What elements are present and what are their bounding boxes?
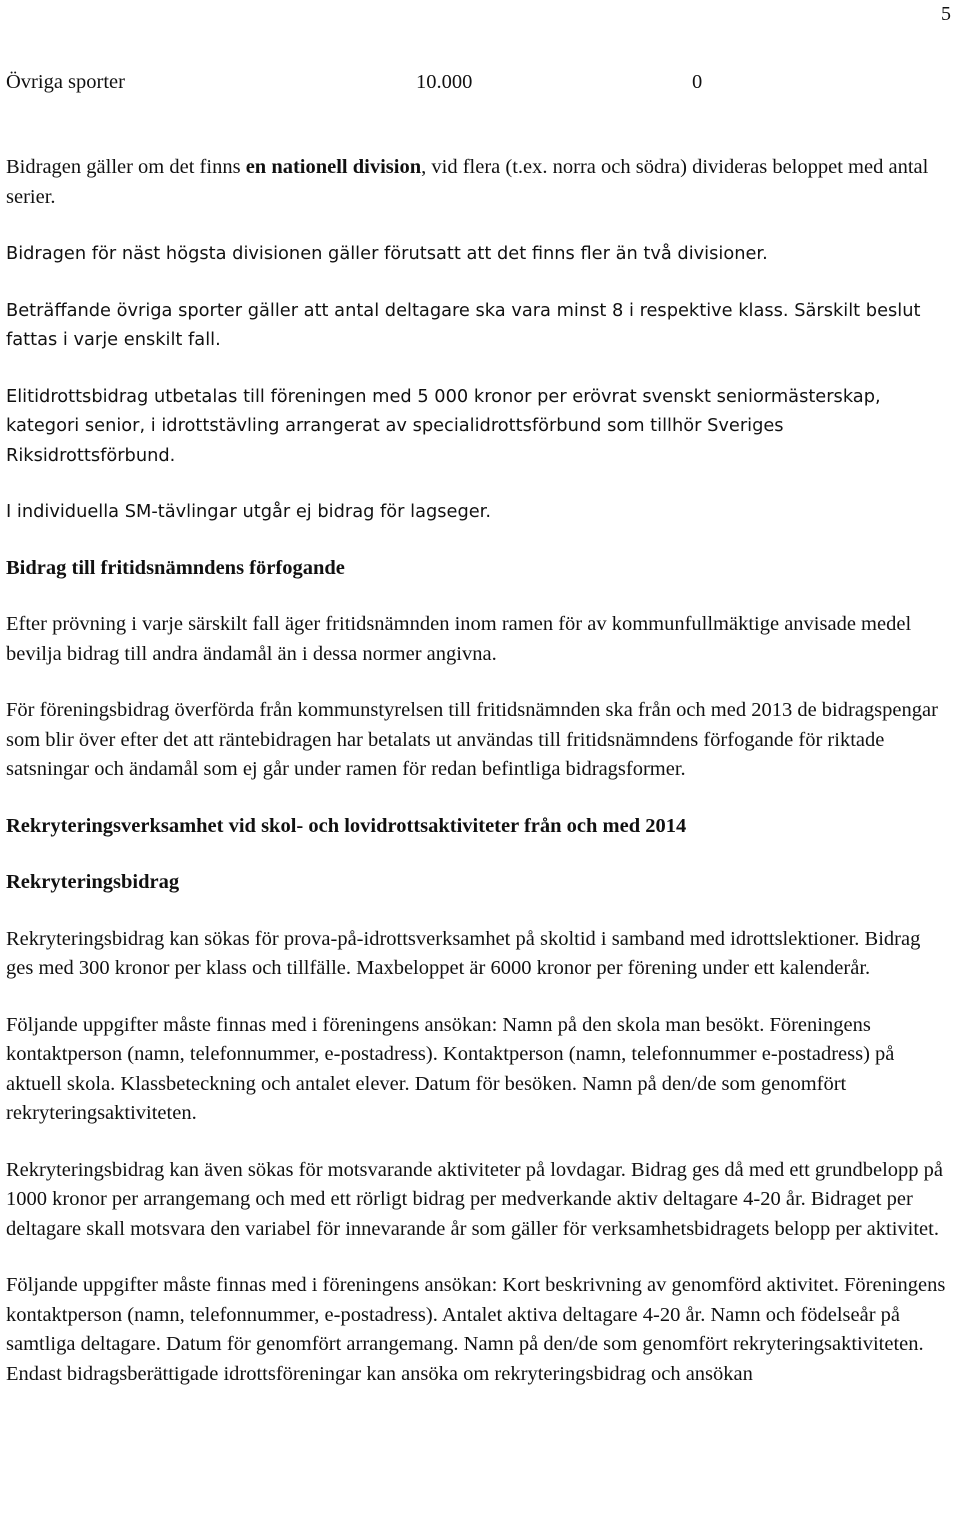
paragraph-individual-sm: I individuella SM-tävlingar utgår ej bidrag för lagseger. — [6, 501, 492, 522]
paragraph-required-info-holiday: Följande uppgifter måste finnas med i föreningens ansökan: Kort beskrivning av genomförd aktivitet. Föreningens kontaktperson (namn, telefonnummer, e-postadress). Antalet aktiva deltagare 4-20 år. Namn och födelseår på samtliga deltagare. Datum för genomfört arrangemang. Namn på den/de som genomfört rekryteringsaktiviteten. — [6, 1274, 946, 1355]
paragraph-review: Efter prövning i varje särskilt fall äger fritidsnämnden inom ramen för av kommunfullmäktige anvisade medel bevilja bidrag till andra ändamål än i dessa normer angivna. — [6, 613, 912, 665]
paragraph-required-info-school: Följande uppgifter måste finnas med i föreningens ansökan: Namn på den skola man besökt. Föreningens kontaktperson (namn, telefonnummer, e-postadress). Kontaktperson (namn, telefonnummer e-postadress) på aktuell skola. Klassbeteckning och antalet elever. Datum för besöken. Namn på den/de som genomfört rekryteringsaktiviteten. — [6, 1013, 895, 1124]
paragraph-other-sports: Beträffande övriga sporter gäller att antal deltagare ska vara minst 8 i respektive klass. Särskilt beslut fattas i varje enskilt fall. — [6, 299, 921, 350]
heading-recruitment-grant: Rekryteringsbidrag — [6, 871, 180, 893]
paragraph-holiday-grant: Rekryteringsbidrag kan även sökas för motsvarande aktiviteter på lovdagar. Bidrag ges då med ett grundbelopp på 1000 kronor per arrangemang och med ett rörligt bidrag per medverkande aktiv deltagare 4-20 år. Bidraget per deltagare skall motsvara den variabel för innevarande år som gäller för verksamhetsbidragets belopp per aktivitet. — [6, 1158, 944, 1240]
heading-recruitment-activity: Rekryteringsverksamhet vid skol- och lovidrottsaktiviteter från och med 2014 — [6, 814, 687, 837]
paragraph-second-division: Bidragen för näst högsta divisionen gäller förutsatt att det finns fler än två divisioner. — [6, 243, 768, 264]
heading-committee-disposal: Bidrag till fritidsnämndens förfogande — [6, 556, 345, 579]
paragraph-text: , vid flera (t.ex. norra och södra) divideras beloppet med antal serier. — [6, 156, 929, 208]
sport-name: Övriga sporter — [6, 71, 125, 93]
paragraph-elite-grant: Elitidrottsbidrag utbetalas till föreningen med 5 000 kronor per erövrat svenskt seniormästerskap, kategori senior, i idrottstävling arrangerat av specialidrottsförbund som tillhör Sveriges Riksidrottsförbund. — [6, 385, 881, 466]
paragraph-eligibility: Endast bidragsberättigade idrottsföreningar kan ansöka om rekryteringsbidrag och ansökan — [6, 1362, 753, 1385]
sport-second-value: 0 — [692, 71, 703, 93]
page-number: 5 — [941, 3, 951, 25]
sport-amount: 10.000 — [416, 71, 473, 93]
paragraph-text: Bidragen gäller om det finns — [6, 156, 246, 178]
emphasis-text: en nationell division — [245, 156, 422, 178]
sport-amount-row — [6, 68, 906, 98]
paragraph-division-rule — [6, 153, 946, 212]
document-body — [6, 126, 946, 1389]
paragraph-school-grant: Rekryteringsbidrag kan sökas för prova-på-idrottsverksamhet på skoltid i samband med idrottslektioner. Bidrag ges med 300 kronor per klass och tillfälle. Maxbeloppet är 6000 kronor per förening under ett kalenderår. — [6, 927, 921, 979]
paragraph-transfer: För föreningsbidrag överförda från kommunstyrelsen till fritidsnämnden ska från och med 2013 de bidragspengar som blir över efter det att räntebidragen har betalats ut användas till fritidsnämndens förfogande för riktade satsningar och ändamål som ej går under ramen för redan befintliga bidragsformer. — [6, 699, 938, 780]
